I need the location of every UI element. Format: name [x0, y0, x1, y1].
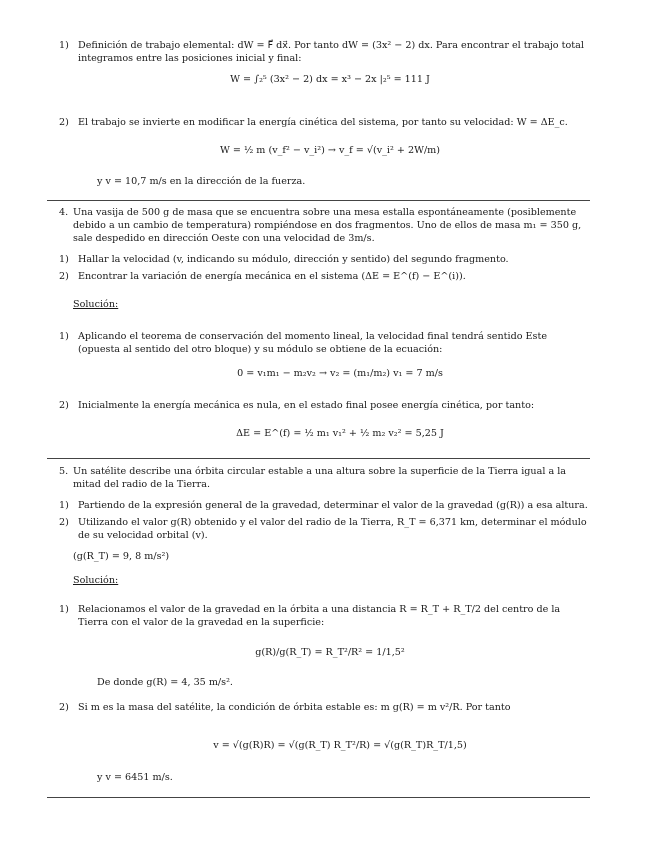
solution-heading: Solución:: [73, 575, 119, 586]
question-number: 5.: [59, 466, 69, 477]
q4-task-2: [59, 271, 588, 284]
question-5: [59, 466, 588, 492]
answer-text: Aplicando el teorema de conservación del momento lineal, la velocidad final tendrá sentido Este (opuesta al sentido del otro bloque) y su módulo se obtiene de la ecuación:: [78, 331, 547, 355]
section-divider: [47, 458, 590, 459]
section-divider: [47, 200, 590, 201]
q5-task-2: [59, 517, 588, 543]
task-text: Utilizando el valor g(R) obtenido y el valor del radio de la Tierra, R_T = 6,371 km, determinar el módulo de su velocidad orbital (v).: [78, 517, 587, 541]
equation-orbital-velocity: v = √(g(R)R) = √(g(R_T) R_T²/R) = √(g(R_T)R_T/1,5): [213, 740, 467, 751]
item-number: 2): [59, 117, 69, 128]
result-gravity: De donde g(R) = 4, 35 m/s².: [97, 677, 233, 688]
answer-text: Relacionamos el valor de la gravedad en la órbita a una distancia R = R_T + R_T/2 del centro de la Tierra con el valor de la gravedad en la superficie:: [78, 604, 561, 628]
equation-momentum: 0 = v₁m₁ − m₂v₂ → v₂ = (m₁/m₂) v₁ = 7 m/s: [237, 368, 443, 379]
q5-task-1: [59, 500, 588, 513]
q5-answer-2: [59, 702, 588, 715]
solution-heading: Solución:: [73, 299, 119, 310]
equation-gravity-ratio: g(R)/g(R_T) = R_T²/R² = 1/1,5²: [255, 647, 405, 658]
task-text: Partiendo de la expresión general de la gravedad, determinar el valor de la gravedad (g(R)) a esa altura.: [78, 500, 588, 511]
task-number: 1): [59, 254, 69, 265]
question-number: 4.: [59, 207, 69, 218]
equation-kinetic-energy: W = ½ m (v_f² − v_i²) → v_f = √(v_i² + 2W/m): [219, 145, 441, 156]
task-text: Hallar la velocidad (v, indicando su módulo, dirección y sentido) del segundo fragmento.: [78, 254, 509, 265]
result-orbital-velocity: y v = 6451 m/s.: [97, 772, 173, 783]
answer-number: 2): [59, 400, 69, 411]
answer-number: 2): [59, 702, 69, 713]
item-text: Definición de trabajo elemental: dW = F⃗ dx⃗. Por tanto dW = (3x² − 2) dx. Para encontrar el trabajo total integramos entre las posiciones inicial y final:: [78, 40, 584, 64]
answer-text: Si m es la masa del satélite, la condición de órbita estable es: m g(R) = m v²/R. Por tanto: [78, 702, 511, 713]
task-number: 2): [59, 271, 69, 282]
answer-text: Inicialmente la energía mecánica es nula, en el estado final posee energía cinética, por tanto:: [78, 400, 535, 411]
question-statement: Un satélite describe una órbita circular estable a una altura sobre la superficie de la Tierra igual a la mitad del radio de la Tierra.: [73, 466, 567, 490]
answer-number: 1): [59, 331, 69, 342]
q4-answer-2: [59, 400, 588, 413]
equation-energy-variation: ΔE = E^(f) = ½ m₁ v₁² + ½ m₂ v₂² = 5,25 J: [236, 428, 444, 439]
result-velocity: y v = 10,7 m/s en la dirección de la fuerza.: [97, 176, 306, 187]
q4-task-1: [59, 254, 588, 267]
p1-item-2: [59, 117, 588, 130]
answer-number: 1): [59, 604, 69, 615]
item-number: 1): [59, 40, 69, 51]
item-text: El trabajo se invierte en modificar la energía cinética del sistema, por tanto su velocidad: W = ΔE_c.: [78, 117, 568, 128]
question-statement: Una vasija de 500 g de masa que se encuentra sobre una mesa estalla espontáneamente (posiblemente debido a un cambio de temperatura) rompiéndose en dos fragmentos. Uno de ellos de masa m₁ = 350 g, sale despedido en dirección Oeste con una velocidad de 3m/s.: [73, 207, 582, 244]
p1-item-1: [59, 40, 588, 66]
equation-work-integral: W = ∫₂⁵ (3x² − 2) dx = x³ − 2x |₂⁵ = 111 J: [230, 74, 430, 85]
task-number: 2): [59, 517, 69, 528]
section-divider: [47, 797, 590, 798]
task-number: 1): [59, 500, 69, 511]
task-text: Encontrar la variación de energía mecánica en el sistema (ΔE = E^(f) − E^(i)).: [78, 271, 466, 282]
given-surface-gravity: (g(R_T) = 9, 8 m/s²): [73, 551, 170, 562]
q5-answer-1: [59, 604, 588, 630]
q4-answer-1: [59, 331, 588, 357]
question-4: [59, 207, 588, 246]
